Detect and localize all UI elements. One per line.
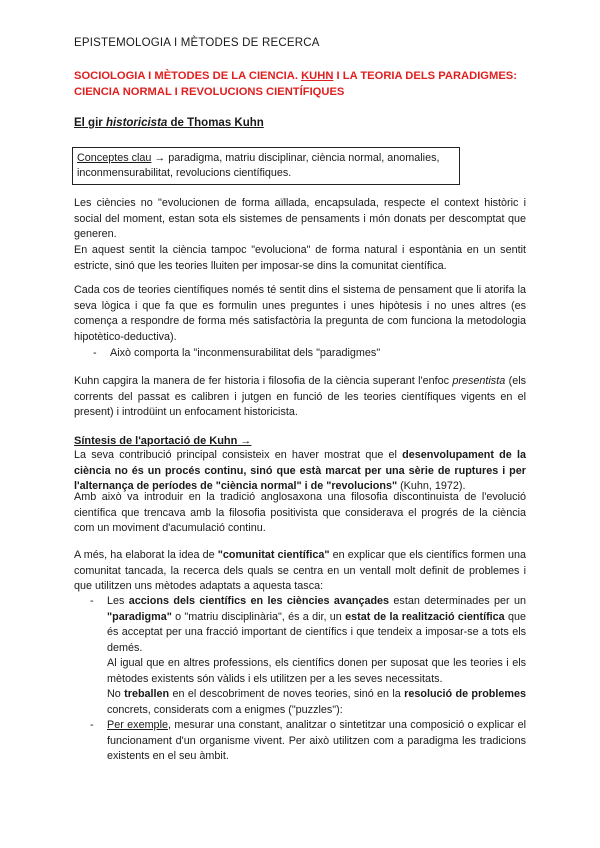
- p7-bold: "comunitat científica": [217, 549, 330, 561]
- p7-pre: A més, ha elaborat la idea de: [74, 549, 218, 561]
- arrow-icon: →: [151, 152, 169, 164]
- p4-post: (els corrents del passat es calibren i jutgen en funció de les teories científiques vigents en el present) i introdüint un enfocament historicista.: [74, 375, 527, 419]
- subtitle-post: de Thomas Kuhn: [167, 117, 264, 129]
- b1-pre: Les: [107, 595, 129, 607]
- paragraph-2: En aquest sentit la ciència tampoc "evoluciona" de forma natural i espontània en un sentit estricte, sinó que les teories lluiten per imposar-se dins la comunitat científica.: [74, 244, 526, 272]
- bullet-inconmensurabilitat: [93, 346, 526, 362]
- p5-pre: La seva contribució principal consisteix en haver mostrat que el: [74, 449, 403, 461]
- key-concepts-text: paradigma, matriu disciplinar, ciència normal, anomalies, inconmensurabilitat, revolucions científiques.: [77, 152, 440, 179]
- paragraph-7: [74, 548, 526, 595]
- paragraph-4: [74, 374, 526, 421]
- subtitle-emphasis: historicista: [105, 117, 168, 129]
- paragraph-6: Amb això va introduir en la tradició anglosaxona una filosofia discontinuista de l'evolució científica que trencava amb la filosofia positivista que considerava el progrés de la ciència com un moviment d'acumulació continu.: [74, 491, 526, 535]
- paragraph-3: Cada cos de teories científiques només té sentit dins el sistema de pensament que li atorifa la seva lògica i que fa que es formulin unes preguntes i unes hipòtesis i no unes altres (es comença a respondre de forma més satisfactòria la pregunta de com funciona la metodologia hipotètico-deductiva).: [74, 284, 526, 343]
- b1p3-bold-1: treballen: [124, 688, 170, 700]
- title-part-2: I LA TEORIA DELS PARADIGMES: CIENCIA NORMAL I REVOLUCIONS CIENTÍFIQUES: [74, 70, 517, 98]
- dash-icon: -: [93, 347, 97, 359]
- dash-icon: -: [90, 595, 94, 607]
- key-concepts-label: Conceptes clau: [77, 152, 152, 164]
- bullet-paradigma: [90, 594, 527, 656]
- b1-bold-2: "paradigma": [107, 610, 172, 623]
- b1-bold-1: accions dels científics en les ciències avançades: [128, 595, 390, 607]
- title-kuhn: KUHN: [301, 70, 334, 82]
- bullet-paradigma-para-3: [107, 687, 526, 718]
- b1-mid-2: o "matriu disciplinària", és a dir, un: [171, 610, 346, 623]
- document-title: [74, 68, 534, 100]
- dash-icon: -: [90, 719, 94, 731]
- p4-emphasis: presentista: [452, 375, 506, 387]
- section-heading-kuhn: [74, 117, 264, 129]
- bullet-paradigma-para-2: Al igual que en altres professions, els científics donen per suposat que les teories i els mètodes existents són vàlids i els utilitzen per a les seves necessitats.: [107, 657, 526, 685]
- example-label: Per exemple: [107, 719, 168, 731]
- bullet-text: Això comporta la "inconmensurabilitat dels "paradigmes": [110, 347, 381, 359]
- document-header: EPISTEMOLOGIA I MÈTODES DE RECERCA: [74, 37, 320, 49]
- p5-post: (Kuhn, 1972).: [397, 480, 466, 493]
- b1p3-post: concrets, considerats com a enigmes ("puzzles"):: [107, 703, 343, 716]
- b1p3-bold-2: resolució de problemes: [404, 688, 527, 700]
- b1p3-pre: No: [107, 688, 125, 700]
- p5-bold: desenvolupament de la ciència no és un procés continu, sinó que està marcat per una sèrie de ruptures i per l'alternança de períodes de "ciència normal" i de "revolucions": [74, 449, 526, 493]
- b1-post: que és acceptat per una fracció important de científics i que tendeix a imposar-se a tots els demés.: [107, 610, 527, 654]
- b1-bold-3: estat de la realització científica: [345, 610, 505, 623]
- p7-post: en explicar que els científics formen una comunitat tancada, la recerca dels quals se centra en un ventall molt definit de problemes i que utilitzen uns mètodes adaptats a aquesta tasca:: [74, 549, 526, 593]
- bullet-example: [90, 718, 526, 765]
- b1-mid-1: estan determinades per un: [389, 595, 526, 607]
- p4-pre: Kuhn capgira la manera de fer historia i filosofia de la ciència superant l'enfoc: [74, 375, 453, 387]
- section-heading-synthesis: Síntesis de l'aportació de Kuhn →: [74, 435, 252, 447]
- b1p3-mid: en el descobriment de noves teories, sinó en la: [169, 688, 405, 700]
- example-text: , mesurar una constant, analitzar o sintetitzar una composició o explicar el funcionament d'un organisme vivent. Per això utilitzen com a paradigma les tradicions existents en el seu àmbit.: [107, 719, 526, 763]
- subtitle-pre: El gir: [74, 117, 106, 129]
- paragraph-1: Les ciències no "evolucionen de forma aïllada, encapsulada, respecte el context històric i social del moment, estan sota els sistemes de pensaments i món donats per descomptat que generen.: [74, 197, 526, 241]
- title-part-1: SOCIOLOGIA I MÈTODES DE LA CIENCIA.: [74, 70, 302, 82]
- key-concepts-box: [72, 147, 460, 185]
- paragraph-5: [74, 448, 526, 495]
